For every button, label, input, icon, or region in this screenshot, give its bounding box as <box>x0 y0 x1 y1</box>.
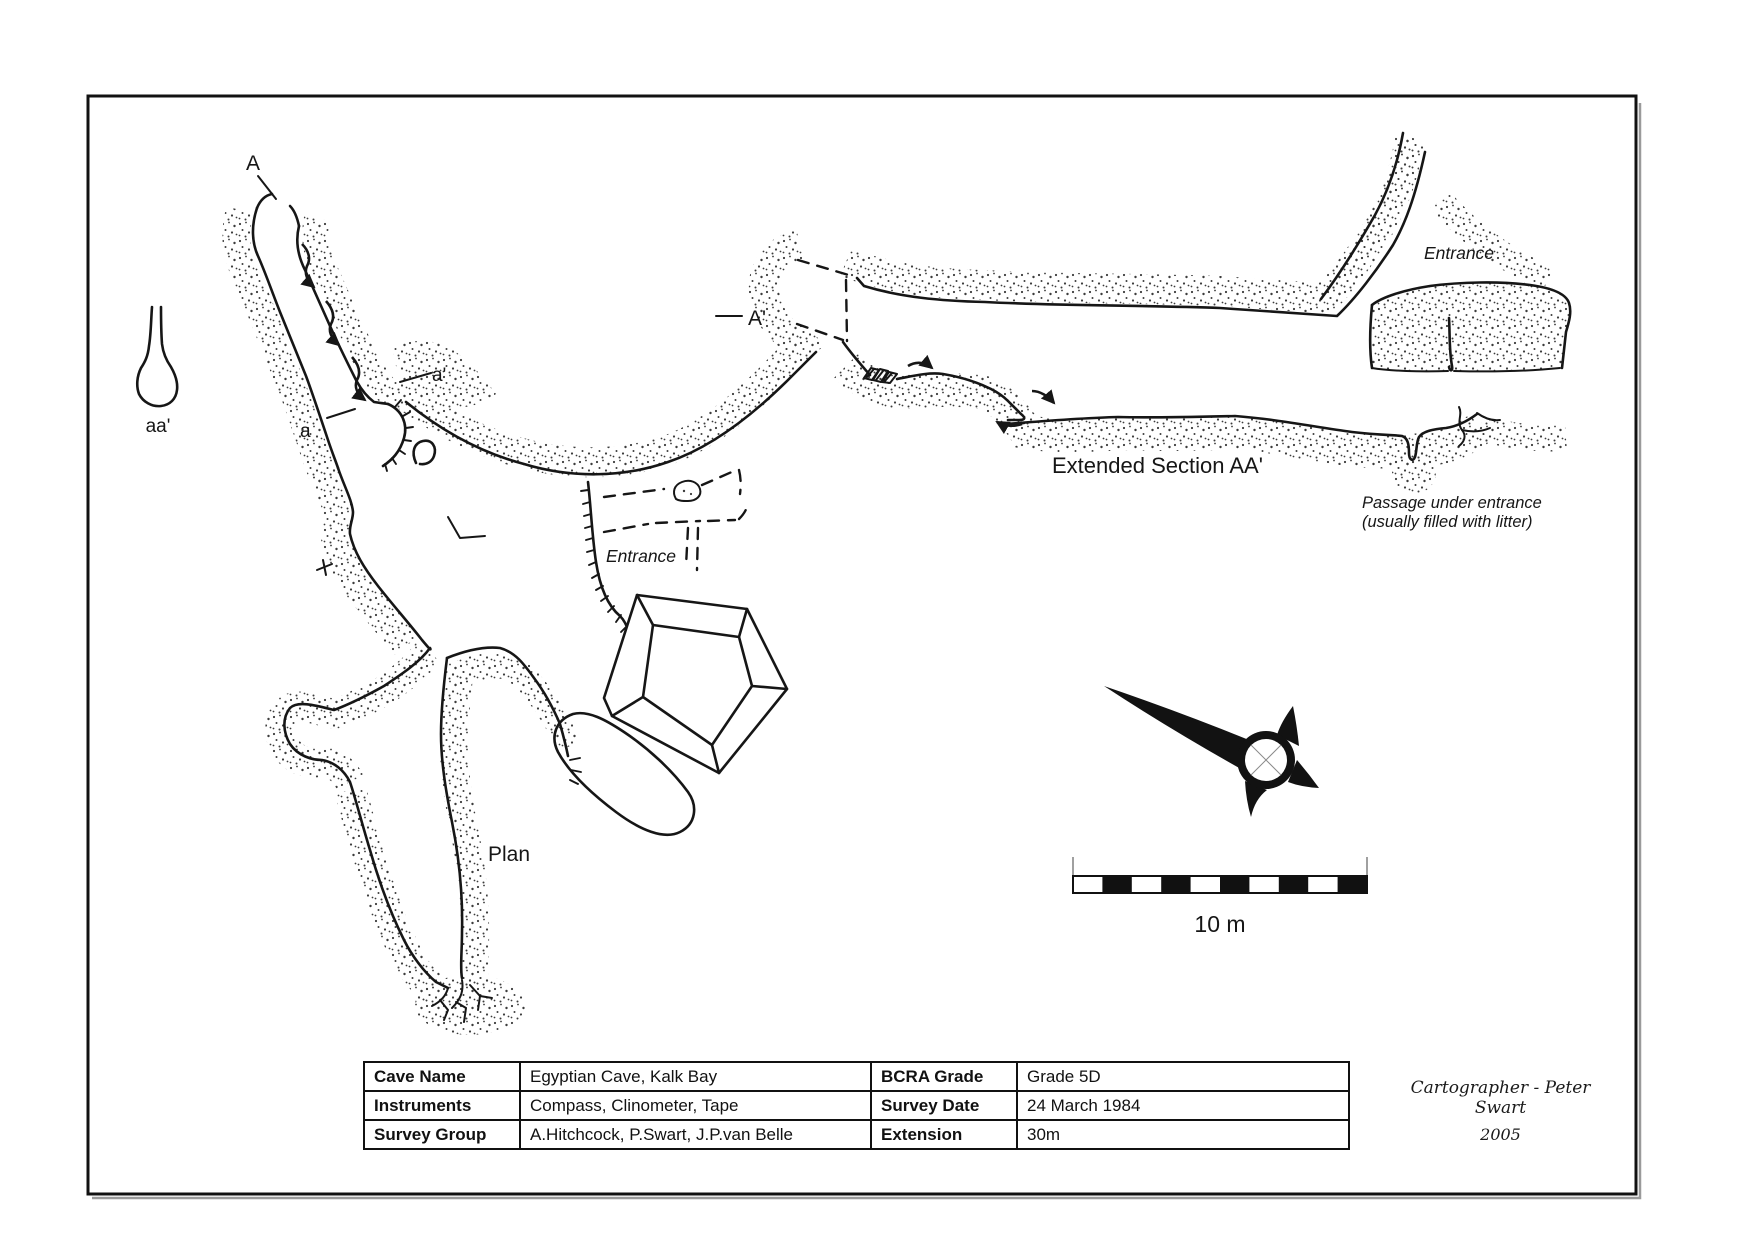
table-row <box>364 1091 1349 1120</box>
table-cell-value: Compass, Clinometer, Tape <box>520 1091 871 1120</box>
plan-title: Plan <box>488 843 531 866</box>
marker-a-label: a <box>300 421 311 442</box>
table-cell-label: Extension <box>871 1120 1017 1149</box>
cartographer-credit <box>1388 1078 1613 1144</box>
marker-aa-prime-label: aa' <box>145 416 171 437</box>
section-title: Extended Section AA' <box>1052 453 1263 478</box>
section-dashed <box>846 280 847 341</box>
table-row <box>364 1062 1349 1091</box>
passage-note-line1: Passage under entrance <box>1362 494 1542 512</box>
table-cell-label: Cave Name <box>364 1062 520 1091</box>
table-cell-value: A.Hitchcock, P.Swart, J.P.van Belle <box>520 1120 871 1149</box>
table-cell-label: Survey Date <box>871 1091 1017 1120</box>
table-cell-label: BCRA Grade <box>871 1062 1017 1091</box>
scale-label: 10 m <box>1194 911 1246 937</box>
section-entrance-label: Entrance <box>1424 243 1495 263</box>
marker-A-label: A <box>246 152 261 175</box>
table-cell-value: 30m <box>1017 1120 1349 1149</box>
table-cell-value: Grade 5D <box>1017 1062 1349 1091</box>
rock-slab-fill <box>1372 282 1570 372</box>
table-cell-value: Egyptian Cave, Kalk Bay <box>520 1062 871 1091</box>
credit-line2: 2005 <box>1480 1125 1521 1144</box>
credit-line1: Cartographer - Peter Swart <box>1410 1078 1591 1118</box>
table-cell-label: Instruments <box>364 1091 520 1120</box>
table-cell-label: Survey Group <box>364 1120 520 1149</box>
survey-table <box>363 1061 1348 1150</box>
plan-entrance-label: Entrance <box>606 546 677 566</box>
table-row <box>364 1120 1349 1149</box>
passage-note-line2: (usually filled with litter) <box>1362 513 1533 531</box>
table-cell-value: 24 March 1984 <box>1017 1091 1349 1120</box>
marker-A-prime-label: A' <box>748 307 767 330</box>
marker-a-prime-label: a' <box>432 365 447 386</box>
